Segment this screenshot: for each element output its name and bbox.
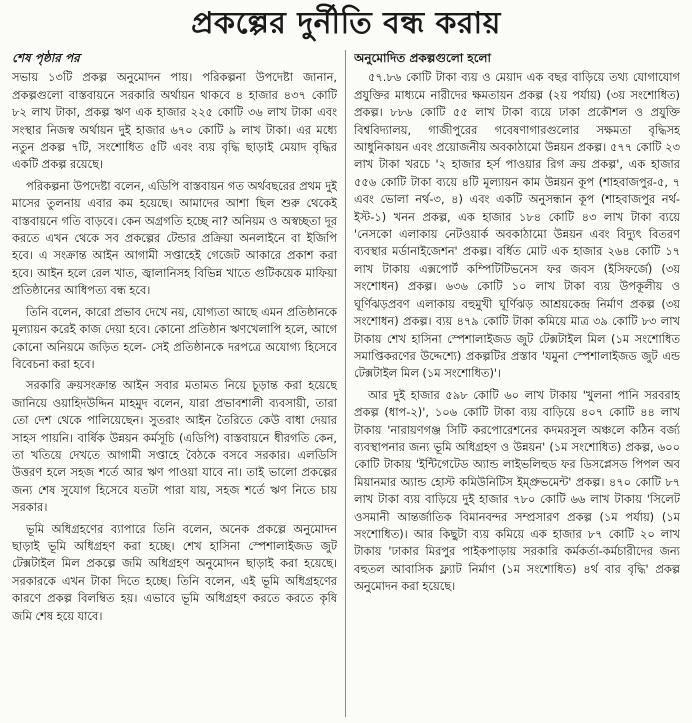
paragraph: সরকারি ক্রয়সংক্রান্ত আইন সবার মতামত নিয়ে চূড়ান্ত করা হয়েছে জানিয়ে ওয়াহিদউদ্দিন মাহমুদ বলেন, যারা প্রভাবশালী ব্যবসায়ী, তারা তো দেশ থেকে পালিয়েছেন। সুতরাং আইন তৈরিতে কেউ বাধা দেয়ার সাহস পায়নি। বার্ষিক উন্নয়ন কর্মসূচি (এডিপি) বাস্তবায়নে ধীরগতি কেন, তা খতিয়ে দেখতে আগামী সপ্তাহে বৈঠকে বসবে সরকার। এলডিসি উত্তরণ হলে সহজ শর্তে আর ঋণ পাওয়া যাবে না। তাই ভালো প্রকল্পের জন্য শেষ সুযোগ হিসেবে যতটা পারা যায়, সহজ শর্তে ঋণ নিতে চায় সরকার। <box>12 378 337 515</box>
paragraph: পরিকল্পনা উপদেষ্টা বলেন, এডিপি বাস্তবায়ন গত অর্থবছরের প্রথম দুই মাসের তুলনায় এবার কম হয়েছে। আমাদের আশা ছিল শুরু থেকেই বাস্তবায়নে গতি বাড়বে। কেন অগ্রগতি হচ্ছে না? অনিয়ম ও অস্বচ্ছতা দূর করতে এখন থেকে সব প্রকল্পের টেন্ডার প্রক্রিয়া অনলাইনে বা ইজিপি হবে। এ সংক্রান্ত আইন আগামী সপ্তাহেই গেজেট আকারে প্রকাশ করা হবে। আইন হলে রেল খাত, জ্বালানিসহ বিভিন্ন খাতে গুটিকয়েক মাফিয়া প্রতিষ্ঠানের আধিপত্য বন্ধ হবে। <box>12 178 337 298</box>
left-column <box>12 50 337 719</box>
approved-projects-subhead: অনুমোদিত প্রকল্পগুলো হলো <box>354 51 491 65</box>
paragraph: তিনি বলেন, কারো প্রভাব দেখে নয়, যোগ্যতা আছে এমন প্রতিষ্ঠানকে মূল্যায়ন করেই কাজ দেয়া হবে। কোনো প্রতিষ্ঠান ঋণখেলাপি হলে, আগে কোনো অনিয়মে জড়িত হলে- সেই প্রতিষ্ঠানকে দরপত্রে অযোগ্য হিসেবে বিবেচনা করা হবে। <box>12 304 337 371</box>
right-column <box>354 50 680 719</box>
column-divider <box>345 50 346 717</box>
paragraph: ভূমি অধিগ্রহণের ব্যাপারে তিনি বলেন, অনেক প্রকল্পে অনুমোদন ছাড়াই ভূমি অধিগ্রহণ করা হচ্ছে। শেখ হাসিনা স্পেশালাইজড জুট টেক্সটাইল মিল প্রকল্পে জমি অধিগ্রহণ অনুমোদন ছাড়াই করা হয়েছে। সরকারকে এখন টাকা দিতে হচ্ছে। তিনি বলেন, এই ভূমি অধিগ্রহণের কারণে প্রকল্প বিলম্বিত হয়। এভাবে ভূমি অধিগ্রহণ করতে করতে কৃষি জমি শেষ হয়ে যাবে। <box>12 521 337 623</box>
paragraph: সভায় ১৩টি প্রকল্প অনুমোদন পায়। পরিকল্পনা উপদেষ্টা জানান, প্রকল্পগুলো বাস্তবায়নে সরকারি অর্থায়ন থাকবে ৪ হাজার ৪৩৭ কোটি ৮২ লাখ টাকা, প্রকল্প ঋণ এক হাজার ২২৫ কোটি ৩৬ লাখ টাকা এবং সংস্থার নিজস্ব অর্থায়ন দুই হাজার ৬৭০ কোটি ৯ লাখ টাকা। এর মধ্যে নতুন প্রকল্প ৭টি, সংশোধিত ৫টি এবং ব্যয় বৃদ্ধি ছাড়াই মেয়াদ বৃদ্ধির একটি প্রকল্প রয়েছে। <box>12 70 337 172</box>
paragraph: আর দুই হাজার ৫৯৮ কোটি ৬০ লাখ টাকায় 'খুলনা পানি সরবরাহ প্রকল্প (ধাপ-২)', ১০৬ কোটি টাকা ব্যয় বাড়িয়ে ৪০৭ কোটি ৪৪ লাখ টাকায় 'নারায়ণগঞ্জ সিটি করপোরেশনের কদমরসুল অঞ্চলে কঠিন বর্জ্য ব্যবস্থাপনার জন্য ভূমি অধিগ্রহণ ও উন্নয়ন' (১ম সংশোধিত) প্রকল্প, ৬০০ কোটি টাকায় 'ইন্টিগেটেড অ্যান্ড লাইভলিহুড ফর ডিসপ্লেসড পিপল অব মিয়ানমার অ্যান্ড হোস্ট কমিউনিটিস ইম্প্রুভমেন্ট' প্রকল্প। ৪৭০ কোটি ৮৭ লাখ টাকা ব্যয় বাড়িয়ে দুই হাজার ৭৮০ কোটি ৬৬ লাখ টাকায় 'সিলেট ওসমানী আন্তর্জাতিক বিমানবন্দর সম্প্রসারণ প্রকল্প (১ম পর্যায়) (১ম সংশোধিত)। আর কিছুটা ব্যয় কমিয়ে এক হাজার ৮৭ কোটি ২০ লাখ টাকায় 'ঢাকার মিরপুর পাইকপাড়ায় সরকারি কর্মকর্তা-কর্মচারীদের জন্য বহুতল আবাসিক ফ্ল্যাট নির্মাণ (১ম সংশোধিত) ৪র্থ বার বৃদ্ধি' প্রকল্প অনুমোদন করা হয়েছে। <box>354 387 680 594</box>
paragraph: ৫৭.৮৬ কোটি টাকা ব্যয় ও মেয়াদ এক বছর বাড়িয়ে তথ্য যোগাযোগ প্রযুক্তির মাধ্যমে নারীদের ক্ষমতায়ন প্রকল্প (২য় পর্যায়) (৩য় সংশোধিত) প্রকল্প। ৮৮৬ কোটি ৫৫ লাখ টাকা ব্যয়ে ঢাকা প্রকৌশল ও প্রযুক্তি বিশ্ববিদ্যালয়, গাজীপুরের গবেষণাগারগুলোর সক্ষমতা বৃদ্ধিসহ আধুনিকায়ন এবং প্রয়োজনীয় অবকাঠামো উন্নয়ন প্রকল্প। ৫৭৭ কোটি ২৩ লাখ টাকা খরচে '২ হাজার হর্স পাওয়ার রিগ ক্রয় প্রকল্প', এক হাজার ৫৫৬ কোটি টাকা ব্যয়ে ৪টি মূল্যায়ন কাম উন্নয়ন কূপ (শাহবাজপুর-৫, ৭ এবং ভোলা নর্থ-৩, ৪) এবং একটি অনুসন্ধান কূপ (শাহবাজপুর নর্থ-ইস্ট-১) খনন প্রকল্প, এক হাজার ১৮৪ কোটি ৪৩ লাখ টাকা ব্যয়ে 'নেসকো এলাকায় নেটওয়ার্ক অবকাঠামো উন্নয়ন এবং বিদ্যুৎ বিতরণ ব্যবস্থার মর্ডানাইজেশন' প্রকল্প। বর্ধিত মোট এক হাজার ২৬৪ কোটি ১৭ লাখ টাকায় এক্সপোর্ট কম্পিটিটিভনেস ফর জবস (ইসিফর্জে) (৩য় সংশোধন) প্রকল্প। ৬৩৬ কোটি ১০ লাখ টাকা ব্যয় উপকূলীয় ও ঘূর্ণিঝড়প্রবণ এলাকায় বহুমুখী ঘূর্ণিঝড় আশ্রয়কেন্দ্র নির্মাণ প্রকল্প (৩য় সংশোধন) প্রকল্প। ব্যয় ৪৭৯ কোটি টাকা কমিয়ে মাত্র ৩৯ কোটি ৮৩ লাখ টাকায় শেখ হাসিনা স্পেশালাইজড জুট টেক্সটাইল মিল (১ম সংশোধিত সমাপ্তিকরণের উদ্দেশ্যে) প্রকল্পটির প্রস্তাব 'যমুনা স্পেশালাইজড জুট এন্ড টেক্সটাইল মিল (১ম সংশোধিত)'। <box>354 70 680 381</box>
continued-from-label: শেষ পৃষ্ঠার পর <box>12 51 80 65</box>
article-headline: প্রকল্পের দুর্নীতি বন্ধ করায় <box>191 6 501 41</box>
